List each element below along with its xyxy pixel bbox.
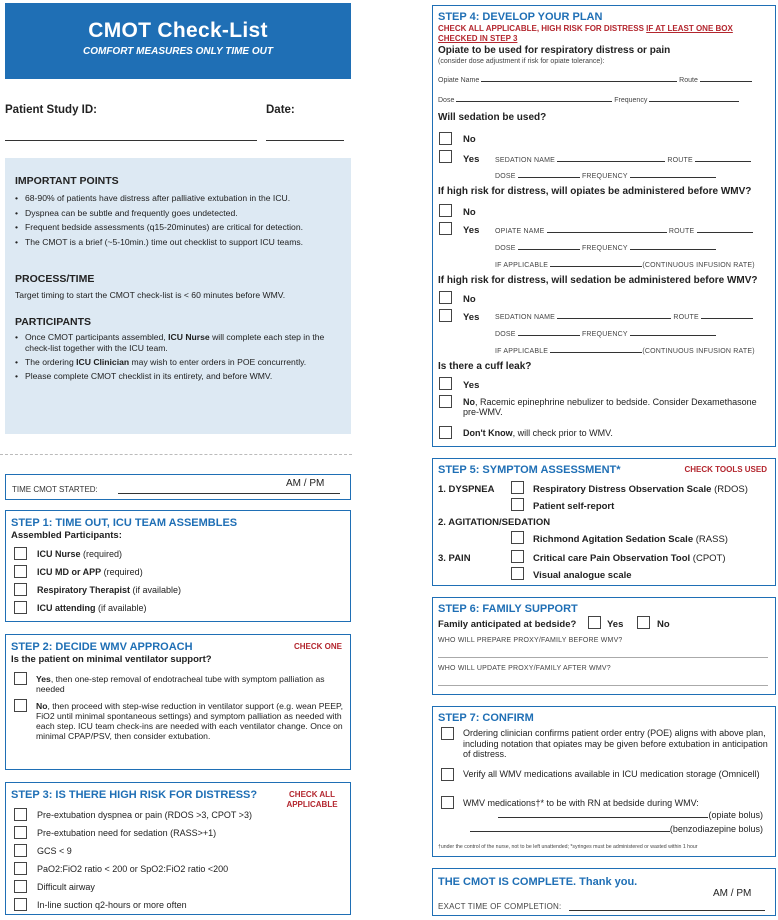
sedation-before-dose-row: DOSE FREQUENCY [495,328,765,338]
step3-item[interactable]: Difficult airway [14,880,95,893]
header-banner [5,3,351,79]
opiate-bolus-row: (opiate bolus) [463,810,763,820]
patient-id-label: Patient Study ID: [5,104,98,116]
sedation-before-infusion-field[interactable] [550,345,642,353]
step1-subtitle: Assembled Participants: [11,530,122,541]
page-title: CMOT Check-List [88,19,268,42]
step5-box [432,458,776,586]
sedation-before-route-field[interactable] [701,311,753,319]
completion-time-field[interactable] [569,902,765,911]
cuff-dont-know-checkbox[interactable] [439,426,452,439]
complete-title: THE CMOT IS COMPLETE. Thank you. [438,876,638,888]
rass-checkbox[interactable] [511,531,524,544]
step1-item[interactable]: ICU attending (if available) [14,601,147,614]
benzo-bolus-field[interactable] [470,824,670,832]
step2-yes-text: Yes, then one-step removal of endotracheal tube with symptom palliation as needed [36,674,325,694]
family-question: Family anticipated at bedside? [438,619,577,630]
self-report-checkbox[interactable] [511,498,524,511]
participants-heading: PARTICIPANTS [15,316,92,328]
sedation-before-yes-checkbox[interactable] [439,309,452,322]
time-started-label: TIME CMOT STARTED: [12,485,98,494]
route-field[interactable] [700,74,752,82]
vas-label: Visual analogue scale [533,570,632,581]
opiates-before-question: If high risk for distress, will opiates be administered before WMV? [438,186,752,197]
update-label: WHO WILL UPDATE PROXY/FAMILY AFTER WMV? [438,665,611,672]
step2-no-text: No, then proceed with step-wise reduction in ventilator support (e.g. wean PEEP, FiO2 until minimal spontaneous settings) and symptom palliation as needed with each step. ICU team check-ins are needed with each ventilator change. Once on minimal CPAP/PSV, then consider extubation. [36,701,344,741]
sedation-before-dose-field[interactable] [518,328,580,336]
opiate-bolus-field[interactable] [498,810,708,818]
step6-box [432,597,776,695]
step3-item[interactable]: Pre-extubation dyspnea or pain (RDOS >3, CPOT >3) [14,808,252,821]
vas-checkbox[interactable] [511,567,524,580]
sedation-before-no-checkbox[interactable] [439,291,452,304]
step3-check-all: CHECK ALL APPLICABLE [286,790,338,809]
dyspnea-label: 1. DYSPNEA [438,484,495,495]
step1-item[interactable]: ICU MD or APP (required) [14,565,143,578]
step4-title: STEP 4: DEVELOP YOUR PLAN [438,11,603,23]
step1-item[interactable]: ICU Nurse (required) [14,547,122,560]
step1-box [5,510,351,622]
step1-item[interactable]: Respiratory Therapist (if available) [14,583,181,596]
info-panel [5,158,351,434]
cpot-label: Critical care Pain Observation Tool (CPOT) [533,553,726,564]
checkbox[interactable] [14,601,27,614]
rdos-label: Respiratory Distress Observation Scale (RDOS) [533,484,748,495]
opiate-before-infusion-row: IF APPLICABLE (CONTINUOUS INFUSION RATE) [495,259,771,269]
important-point: • The CMOT is a brief (~5-10min.) time out checklist to support ICU teams. [15,235,341,250]
checkbox[interactable] [14,808,27,821]
opiate-before-frequency-field[interactable] [630,242,716,250]
step7-medications-checkbox[interactable] [441,796,454,809]
complete-box [432,868,776,916]
step7-medications-text: WMV medications†* to be with RN at bedside during WMV: [463,798,699,808]
step2-check-one: CHECK ONE [293,642,342,651]
sedation-name-field[interactable] [557,154,665,162]
checkbox[interactable] [14,880,27,893]
sedation-before-name-field[interactable] [557,311,671,319]
family-yes-label: Yes [607,619,624,630]
step2-title: STEP 2: DECIDE WMV APPROACH [11,641,193,653]
opiate-name-field[interactable] [481,74,677,82]
sedation-no-label: No [463,134,476,145]
participant-point: • The ordering ICU Clinician may wish to enter orders in POE concurrently. [15,357,341,368]
step3-item[interactable]: GCS < 9 [14,844,72,857]
cuff-yes-checkbox[interactable] [439,377,452,390]
opiate-before-dose-row: DOSE FREQUENCY [495,242,765,252]
prepare-label: WHO WILL PREPARE PROXY/FAMILY BEFORE WMV? [438,637,623,644]
step2-box [5,634,351,770]
time-started-ampm: AM / PM [286,478,325,489]
opiate-before-infusion-field[interactable] [550,259,642,267]
family-yes-checkbox[interactable] [588,616,601,629]
step7-verify-checkbox[interactable] [441,768,454,781]
sedation-before-no-label: No [463,294,476,305]
sedation-route-field[interactable] [695,154,751,162]
family-no-checkbox[interactable] [637,616,650,629]
checkbox[interactable] [14,565,27,578]
step5-check-tools: CHECK TOOLS USED [684,465,767,474]
sedation-frequency-field[interactable] [630,170,716,178]
rdos-checkbox[interactable] [511,481,524,494]
sedation-yes-checkbox[interactable] [439,150,452,163]
patient-id-row [5,104,351,116]
step2-yes-checkbox[interactable] [14,672,27,685]
step3-box [5,782,351,915]
opiates-yes-label: Yes [463,225,480,236]
step3-title: STEP 3: IS THERE HIGH RISK FOR DISTRESS? [11,789,258,801]
cuff-no-checkbox[interactable] [439,395,452,408]
pain-label: 3. PAIN [438,553,471,564]
agitation-label: 2. AGITATION/SEDATION [438,517,551,528]
opiate-before-name-field[interactable] [547,225,667,233]
sedation-before-question: If high risk for distress, will sedation be administered before WMV? [438,275,758,286]
step4-box [432,5,776,447]
opiate-before-dose-field[interactable] [518,242,580,250]
cuff-yes-label: Yes [463,380,480,391]
step4-check-note: CHECK ALL APPLICABLE, HIGH RISK FOR DISTRESS IF AT LEAST ONE BOX CHECKED IN STEP 3 [438,24,733,43]
opiate-before-name-row: OPIATE NAME ROUTE [495,225,765,235]
sedation-question: Will sedation be used? [438,112,547,123]
date-label: Date: [266,104,295,116]
important-point: • Frequent bedside assessments (q15-20minutes) are critical for detection. [15,220,341,235]
checkbox[interactable] [14,826,27,839]
opiates-no-checkbox[interactable] [439,204,452,217]
frequency-field[interactable] [649,94,739,102]
opiate-before-route-field[interactable] [697,225,753,233]
sedation-dose-field[interactable] [518,170,580,178]
step7-confirm-text: Ordering clinician confirms patient order entry (POE) aligns with above plan, including notation that opiates may be given before extubation in anticipation of distress. [463,728,768,759]
cuff-leak-question: Is there a cuff leak? [438,361,532,372]
step6-title: STEP 6: FAMILY SUPPORT [438,603,578,615]
sedation-before-name-row: SEDATION NAME ROUTE [495,311,765,321]
sedation-yes-label: Yes [463,154,480,165]
rass-label: Richmond Agitation Sedation Scale (RASS) [533,534,728,545]
opiate-note: (consider dose adjustment if risk for opiate tolerance): [438,58,605,65]
date-field[interactable] [266,140,344,141]
prepare-field[interactable] [438,657,768,658]
family-no-label: No [657,619,670,630]
step7-footnote: †under the control of the nurse, not to be left unattended; *syringes must be administered or wasted within 1 hour [438,844,698,850]
step2-no-checkbox[interactable] [14,699,27,712]
important-point: • 68-90% of patients have distress after palliative extubation in the ICU. [15,191,341,206]
important-point: • Dyspnea can be subtle and frequently goes undetected. [15,206,341,221]
participant-point: • Once CMOT participants assembled, ICU Nurse will complete each step in the check-list together with the ICU team. [15,332,341,354]
time-started-box [5,474,351,500]
sedation-dose-row: DOSE FREQUENCY [495,170,765,180]
update-field[interactable] [438,685,768,686]
opiates-no-label: No [463,207,476,218]
cpot-checkbox[interactable] [511,550,524,563]
checkbox[interactable] [14,862,27,875]
step3-item[interactable]: In-line suction q2-hours or more often [14,898,187,911]
step1-title: STEP 1: TIME OUT, ICU TEAM ASSEMBLES [11,517,238,529]
checkbox[interactable] [14,898,27,911]
step3-item[interactable]: Pre-extubation need for sedation (RASS>+1) [14,826,216,839]
step7-title: STEP 7: CONFIRM [438,712,534,724]
step7-verify-text: Verify all WMV medications available in ICU medication storage (Omnicell) [463,769,760,779]
important-points-heading: IMPORTANT POINTS [15,175,119,187]
process-heading: PROCESS/TIME [15,273,95,285]
sedation-before-yes-label: Yes [463,312,480,323]
sedation-name-row: SEDATION NAME ROUTE [495,154,765,164]
complete-ampm: AM / PM [713,888,752,899]
sedation-before-infusion-row: IF APPLICABLE (CONTINUOUS INFUSION RATE) [495,345,771,355]
process-text: Target timing to start the CMOT check-list is < 60 minutes before WMV. [15,290,286,300]
self-report-label: Patient self-report [533,501,615,512]
opiates-yes-checkbox[interactable] [439,222,452,235]
checkbox[interactable] [14,547,27,560]
dose-field[interactable] [456,94,612,102]
benzo-bolus-row: (benzodiazepine bolus) [463,824,763,834]
step7-box [432,706,776,857]
step7-confirm-checkbox[interactable] [441,727,454,740]
sedation-before-frequency-field[interactable] [630,328,716,336]
step5-title: STEP 5: SYMPTOM ASSESSMENT* [438,464,621,476]
step2-question: Is the patient on minimal ventilator support? [11,654,212,665]
cuff-no-text: No, Racemic epinephrine nebulizer to bedside. Consider Dexamethasone pre-WMV. [463,397,757,417]
completion-time-label: EXACT TIME OF COMPLETION: [438,902,562,911]
divider [0,454,352,455]
page-subtitle: COMFORT MEASURES ONLY TIME OUT [82,46,273,57]
step3-item[interactable]: PaO2:FiO2 ratio < 200 or SpO2:FiO2 ratio <200 [14,862,228,875]
checkbox[interactable] [14,844,27,857]
patient-id-field[interactable] [5,140,257,141]
cuff-dont-know-text: Don't Know, will check prior to WMV. [463,428,613,438]
participant-point: • Please complete CMOT checklist in its entirety, and before WMV. [15,371,341,382]
sedation-no-checkbox[interactable] [439,132,452,145]
dose-row: Dose Frequency [438,94,768,104]
opiate-question: Opiate to be used for respiratory distress or pain [438,45,671,56]
checkbox[interactable] [14,583,27,596]
opiate-name-row: Opiate Name Route [438,74,768,84]
